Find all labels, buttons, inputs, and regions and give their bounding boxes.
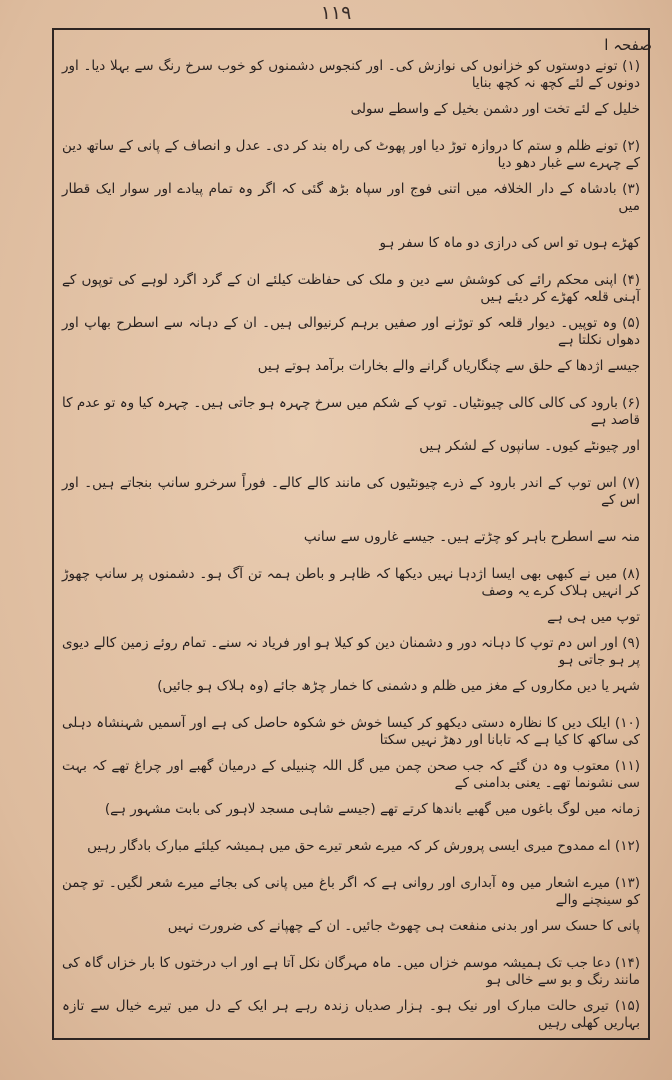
- text-line: (۷) اس توپ کے اندر بارود کے ذرے چیونٹیوں کی مانند کالے کالے۔ فوراً سرخرو سانپ بنجاتے ہیں۔ اور اس کے: [62, 475, 640, 508]
- text-line: شہر یا دیں مکاروں کے مغز میں ظلم و دشمنی کا خمار چڑھ جائے (وہ ہلاک ہو جائیں): [157, 678, 640, 694]
- text-line: زمانہ میں لوگ باغوں میں گھبے باندھا کرتے تھے (جیسے شاہی مسجد لاہور کی بابت مشہور ہے): [104, 801, 640, 817]
- text-line: (۱۲) اے ممدوح میری ایسی پرورش کر کہ میرے شعر تیرے حق میں ہمیشہ کیلئے مبارک بادگار رہیں: [87, 838, 640, 854]
- text-line: (۹) اور اس دم توپ کا دہانہ دور و دشمنان دین کو کیلا ہو اور فریاد نہ سنے۔ تمام روئے زمین کالے دیوی پر ہو جاتی ہو: [62, 635, 640, 668]
- text-line: اور چیونٹے کیوں۔ سانپوں کے لشکر ہیں: [419, 438, 640, 454]
- text-line: (۱۱) معتوب وہ دن گئے کہ جب صحن چمن میں گل اللہ چنبیلی کے درمیان گھبے اور چراغ تھے کہ بہت سی نشونما تھے۔ یعنی بدامنی کے: [62, 758, 640, 791]
- text-line: (۵) وہ توپیں۔ دیوار قلعہ کو توڑنے اور صفیں برہم کرنیوالی ہیں۔ ان کے دہانہ سے اسطرح بھاپ اور دھواں نکلتا ہے: [62, 315, 640, 348]
- page-number: ۱۱۹: [320, 2, 352, 24]
- text-line: (۸) میں نے کبھی بھی ایسا اژدہا نہیں دیکھا کہ ظاہر و باطن ہمہ تن آگ ہو۔ دشمنوں پر سانپ چھوڑ کر انہیں ہلاک کرے یہ وصف: [62, 566, 640, 599]
- text-line: کھڑے ہوں تو اس کی درازی دو ماہ کا سفر ہو: [379, 235, 640, 251]
- text-line: (۱۵) تیری حالت مبارک اور نیک ہو۔ ہزار صدیاں زندہ رہے ہر ایک کے دل میں تیرے خیال سے تازہ بہاریں کھلی رہیں: [62, 998, 640, 1031]
- text-line: (۶) بارود کی کالی کالی چیونٹیاں۔ توپ کے شکم میں سرخ چہرہ ہو جاتی ہیں۔ چہرہ کیا وہ تو عدم کا قاصد ہے: [62, 395, 640, 428]
- section-heading: صفحہ ا: [604, 36, 652, 54]
- text-line: (۱۳) میرے اشعار میں وہ آبداری اور روانی ہے کہ اگر باغ میں پانی کی بجائے میرے شعر لگیں۔ تو چمن کو سینچنے والے: [62, 875, 640, 908]
- text-line: (۱۴) دعا جب تک ہمیشہ موسم خزاں میں۔ ماہ مہرگان نکل آتا ہے اور اب درختوں کا بار خزاں گاہ کی مانند رنگ و بو سے خالی ہو: [62, 955, 640, 988]
- text-line: (۴) اپنی محکم رائے کی کوشش سے دین و ملک کی حفاظت کیلئے ان کے گرد اگرد لوہے کی توپوں کے آہنی قلعہ کھڑے کر دیئے ہیں: [62, 272, 640, 305]
- text-line: پانی کا حسک سر اور بدنی منفعت ہی چھوٹ جائیں۔ ان کے چھپانے کی ضرورت نہیں: [167, 918, 640, 934]
- text-line: منہ سے اسطرح باہر کو چڑتے ہیں۔ جیسے غاروں سے سانپ: [303, 529, 640, 545]
- text-line: توپ میں ہی ہے: [547, 609, 640, 625]
- text-line: (۱) تونے دوستوں کو خزانوں کی نوازش کی۔ اور کنجوس دشمنوں کو خوب سرخ رنگ سے بہلا دیا۔ اور دونوں کے لئے کچھ نہ کچھ بنایا: [62, 58, 640, 91]
- text-line: (۳) بادشاہ کے دار الخلافہ میں اتنی فوج اور سپاہ بڑھ گئی کہ اگر وہ تمام پیادے اور سوار ایک قطار میں: [62, 181, 640, 214]
- urdu-text-block: [62, 58, 640, 1041]
- text-line: (۱۰) ایلک دیں کا نظارہ دستی دیکھو کر کیسا خوش خو شکوہ حاصل کی ہے اور آسمیں شہنشاہ دہلی کی ساکھ کا کیا ہے کہ تابانا اور دھڑ نہیں سکتا: [62, 715, 640, 748]
- text-line: خلیل کے لئے تخت اور دشمن بخیل کے واسطے سولی: [350, 101, 640, 117]
- text-line: (۲) تونے ظلم و ستم کا دروازہ توڑ دیا اور پھوٹ کی راہ بند کر دی۔ عدل و انصاف کے پانی کے ساتھ دین کے چہرے سے غبار دھو دیا: [62, 138, 640, 171]
- text-line: جیسے اژدھا کے حلق سے چنگاریاں گرانے والے بخارات برآمد ہوتے ہیں: [257, 358, 640, 374]
